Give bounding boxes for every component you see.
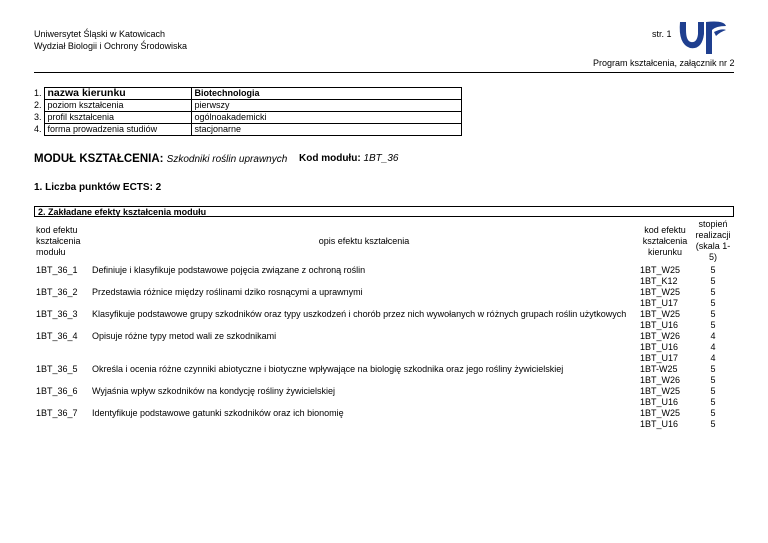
effect-row bbox=[34, 408, 734, 430]
effect-description: Definiuje i klasyfikuje podstawowe pojęcia związane z ochroną roślin bbox=[92, 265, 366, 275]
info-row-value: ogólnoakademicki bbox=[191, 112, 461, 124]
program-code: 1BT_U16 bbox=[640, 419, 679, 429]
program-code: 1BT_U16 bbox=[640, 397, 679, 407]
effect-code: 1BT_36_3 bbox=[36, 309, 78, 319]
col-header-level: stopień realizacji (skala 1-5) bbox=[695, 219, 731, 262]
effect-description: Klasyfikuje podstawowe grupy szkodników oraz typy uszkodzeń i chorób przez nich wywołanych w różnych grupach roślin użytkowych bbox=[92, 309, 627, 319]
realization-level: 4 bbox=[710, 353, 716, 363]
info-row-label: forma prowadzenia studiów bbox=[44, 124, 191, 136]
effect-row bbox=[34, 309, 734, 331]
ects-points: 1. Liczba punktów ECTS: 2 bbox=[34, 182, 162, 193]
info-row-number: 2. bbox=[34, 100, 42, 110]
effect-description: Wyjaśnia wpływ szkodników na kondycję rośliny żywicielskiej bbox=[92, 386, 336, 396]
info-row-label: profil kształcenia bbox=[44, 112, 191, 124]
realization-level: 5 bbox=[710, 364, 716, 374]
faculty-name: Wydział Biologii i Ochrony Środowiska bbox=[34, 41, 187, 51]
realization-level: 5 bbox=[710, 320, 716, 330]
realization-level: 5 bbox=[710, 276, 716, 286]
effect-code: 1BT_36_6 bbox=[36, 386, 78, 396]
effect-program-codes bbox=[638, 331, 692, 364]
effect-code: 1BT_36_4 bbox=[36, 331, 78, 341]
module-title bbox=[34, 153, 287, 165]
effect-description: Przedstawia różnice między roślinami dziko rosnącymi a uprawnymi bbox=[92, 287, 363, 297]
info-row-label: poziom kształcenia bbox=[44, 100, 191, 112]
module-code bbox=[299, 153, 398, 164]
info-row-number: 3. bbox=[34, 112, 42, 122]
info-row-number: 4. bbox=[34, 124, 42, 134]
effect-description: Opisuje różne typy metod wali ze szkodnikami bbox=[92, 331, 277, 341]
header-divider bbox=[34, 72, 734, 73]
effect-row bbox=[34, 364, 734, 386]
program-code: 1BT_W25 bbox=[640, 309, 681, 319]
realization-level: 5 bbox=[710, 419, 716, 429]
university-logo-icon bbox=[676, 14, 728, 58]
effect-levels bbox=[692, 309, 734, 331]
effect-code: 1BT_36_2 bbox=[36, 287, 78, 297]
effect-program-codes bbox=[638, 309, 692, 331]
realization-level: 4 bbox=[710, 331, 716, 341]
realization-level: 5 bbox=[710, 386, 716, 396]
effects-table bbox=[34, 217, 734, 430]
realization-level: 5 bbox=[710, 265, 716, 275]
program-code: 1BT_U17 bbox=[640, 353, 679, 363]
module-code-value: 1BT_36 bbox=[363, 153, 399, 164]
effect-levels bbox=[692, 265, 734, 287]
info-row-value: stacjonarne bbox=[191, 124, 461, 136]
effect-levels bbox=[692, 287, 734, 309]
realization-level: 5 bbox=[710, 375, 716, 385]
info-row-number: 1. bbox=[34, 88, 42, 98]
realization-level: 5 bbox=[710, 309, 716, 319]
effect-description: Określa i ocenia różne czynniki abiotyczne i biotyczne wpływające na biologię szkodnika oraz jego rośliny żywicielskiej bbox=[92, 364, 564, 374]
effect-program-codes bbox=[638, 386, 692, 408]
program-code: 1BT_U16 bbox=[640, 320, 679, 330]
effect-row bbox=[34, 287, 734, 309]
effect-levels bbox=[692, 331, 734, 364]
effect-row bbox=[34, 265, 734, 287]
effect-code: 1BT_36_5 bbox=[36, 364, 78, 374]
section2-title: 2. Zakładane efekty kształcenia modułu bbox=[34, 206, 734, 217]
realization-level: 4 bbox=[710, 342, 716, 352]
col-header-code: kod efektu kształcenia modułu bbox=[36, 224, 81, 257]
program-code: 1BT_W25 bbox=[640, 408, 681, 418]
realization-level: 5 bbox=[710, 408, 716, 418]
effect-program-codes bbox=[638, 265, 692, 287]
effect-levels bbox=[692, 408, 734, 430]
page-number: str. 1 bbox=[652, 29, 672, 39]
program-code: 1BT_U16 bbox=[640, 342, 679, 352]
module-label: MODUŁ KSZTAŁCENIA: bbox=[34, 153, 164, 165]
program-code: 1BT_W25 bbox=[640, 386, 681, 396]
module-code-label: Kod modułu: bbox=[299, 153, 361, 164]
info-row bbox=[34, 88, 461, 100]
col-header-program-code: kod efektu kształcenia kierunku bbox=[642, 224, 688, 257]
effect-row bbox=[34, 386, 734, 408]
program-code: 1BT_K12 bbox=[640, 276, 678, 286]
effect-levels bbox=[692, 364, 734, 386]
effect-program-codes bbox=[638, 364, 692, 386]
info-row bbox=[34, 100, 461, 112]
effect-code: 1BT_36_7 bbox=[36, 408, 78, 418]
effect-row bbox=[34, 331, 734, 364]
program-code: 1BT_U17 bbox=[640, 298, 679, 308]
header-left bbox=[34, 28, 187, 52]
info-row bbox=[34, 112, 461, 124]
effect-code: 1BT_36_1 bbox=[36, 265, 78, 275]
program-code: 1BT-W25 bbox=[640, 364, 678, 374]
effect-program-codes bbox=[638, 287, 692, 309]
col-header-desc: opis efektu kształcenia bbox=[318, 235, 410, 246]
program-code: 1BT_W26 bbox=[640, 331, 681, 341]
info-row-value: Biotechnologia bbox=[191, 88, 461, 100]
program-code: 1BT_W26 bbox=[640, 375, 681, 385]
university-name: Uniwersytet Śląski w Katowicach bbox=[34, 29, 166, 39]
realization-level: 5 bbox=[710, 287, 716, 297]
program-annex: Program kształcenia, załącznik nr 2 bbox=[593, 58, 735, 68]
info-row-value: pierwszy bbox=[191, 100, 461, 112]
info-row-label: nazwa kierunku bbox=[44, 88, 191, 100]
module-name: Szkodniki roślin uprawnych bbox=[166, 154, 288, 165]
realization-level: 5 bbox=[710, 397, 716, 407]
info-table bbox=[34, 87, 462, 136]
realization-level: 5 bbox=[710, 298, 716, 308]
info-row bbox=[34, 124, 461, 136]
program-code: 1BT_W25 bbox=[640, 287, 681, 297]
effect-levels bbox=[692, 386, 734, 408]
effect-program-codes bbox=[638, 408, 692, 430]
effect-description: Identyfikuje podstawowe gatunki szkodników oraz ich bionomię bbox=[92, 408, 344, 418]
program-code: 1BT_W25 bbox=[640, 265, 681, 275]
